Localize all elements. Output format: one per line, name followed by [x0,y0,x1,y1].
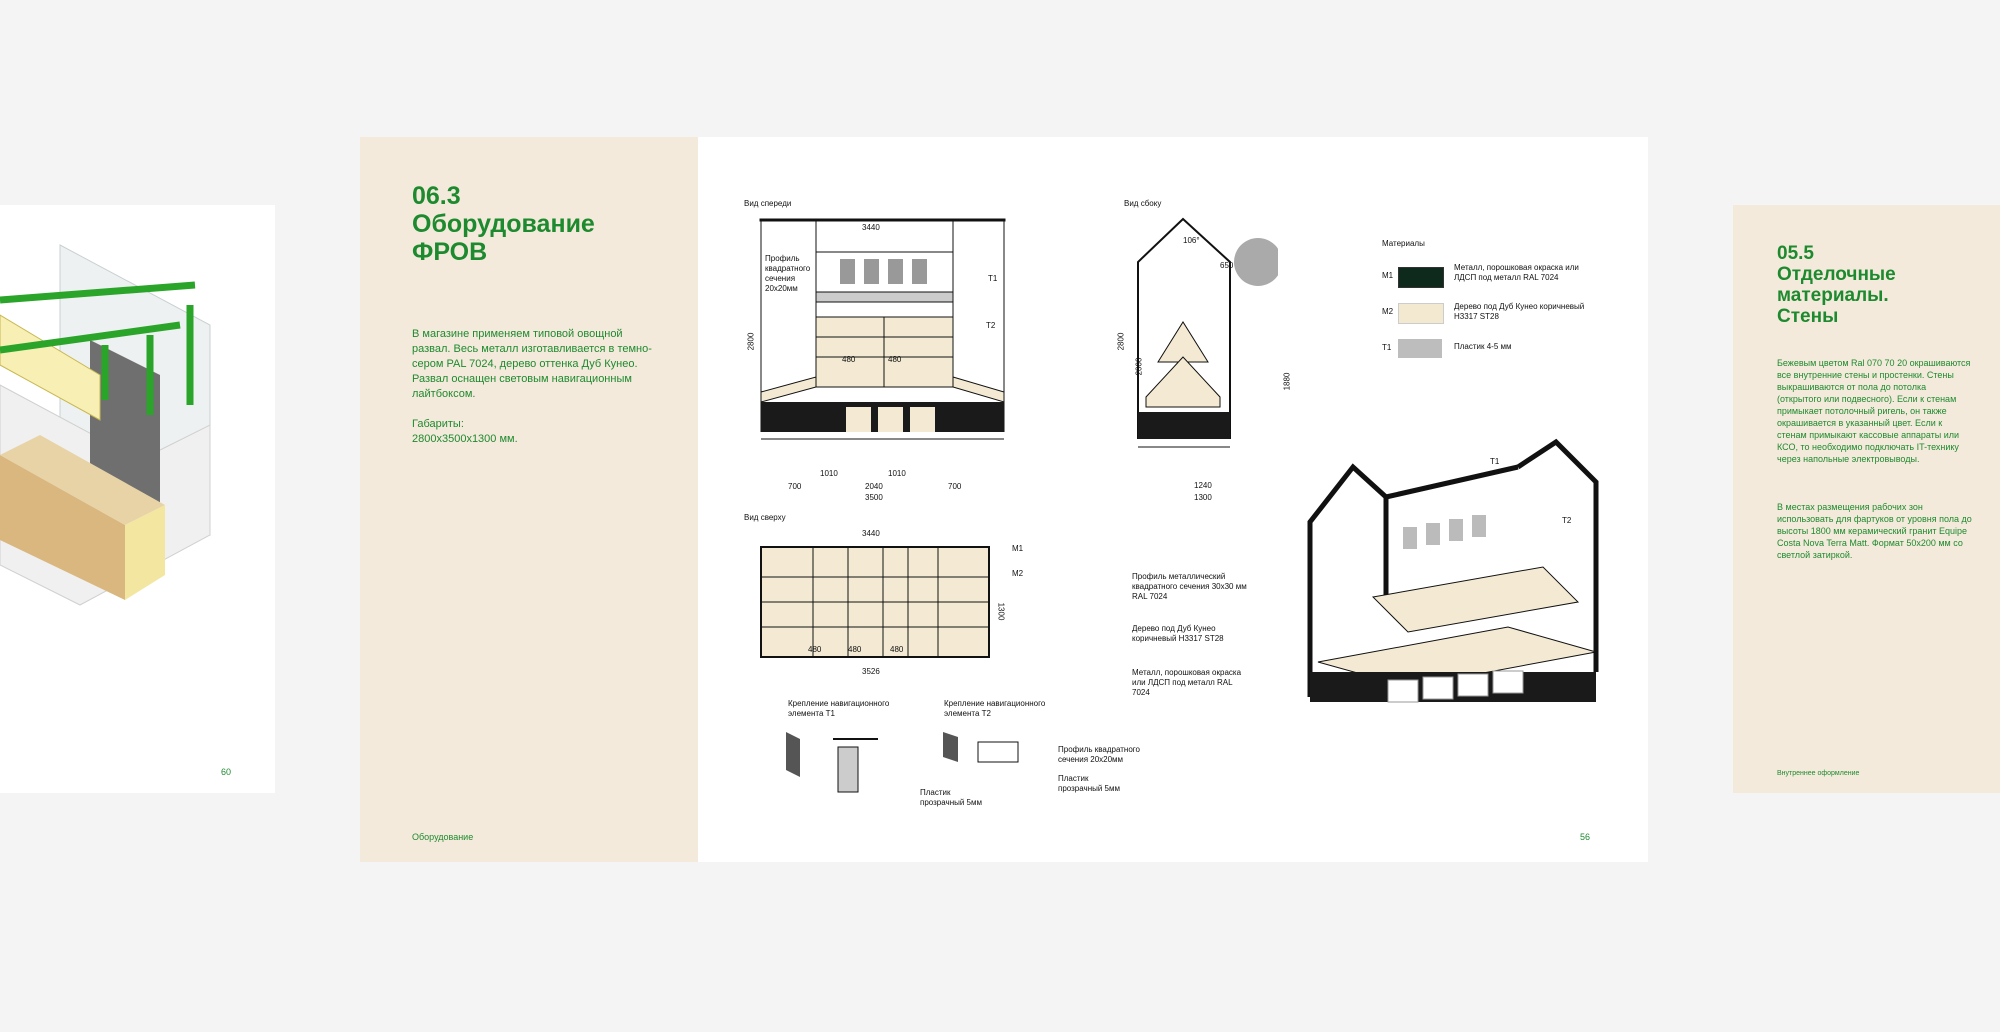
material-code-t1: T1 [1382,343,1392,352]
material-code-m2: M2 [1382,307,1394,316]
material-swatch-m2 [1398,303,1444,324]
side-dim-650: 650 [1220,261,1234,270]
dimensions-value: 2800x3500x1300 мм. [412,433,518,445]
top-view-label: Вид сверху [744,513,786,522]
front-dim-700a: 700 [788,482,802,491]
next-section-heading [1777,243,1977,327]
next-footer-label: Внутреннее оформление [1777,770,1860,777]
section-title-line1: Оборудование [412,210,595,238]
callout-metal: Металл, порошковая окраска или ЛДСП под металл RAL 7024 [1132,668,1242,697]
dimensions-label: Габариты: [412,418,464,430]
top-cell-dim-2: 480 [848,645,862,654]
material-swatch-m1 [1398,267,1444,288]
mount-t1-title: Крепление навигационного элемента T1 [788,699,890,718]
spread-right-panel [698,137,1648,862]
front-shelf-dim-2: 480 [888,355,902,364]
material-label-m1: Металл, порошковая окраска или ЛДСП под металл RAL 7024 [1454,263,1579,282]
side-dim-1240: 1240 [1194,481,1212,490]
section-number: 06.3 [412,182,461,210]
side-height-1880: 1880 [1282,372,1292,391]
side-angle-dim: 106° [1183,236,1200,245]
materials-title: Материалы [1382,239,1425,248]
next-title-line2: материалы. [1777,285,1889,306]
profile-note: Профиль квадратного сечения 20х20мм [765,254,811,293]
side-height-dim: 2800 [1116,332,1126,351]
front-dim-1010a: 1010 [820,469,838,478]
t1-label-3d: T1 [1490,457,1500,466]
mount-t2-title: Крепление навигационного элемента T2 [944,699,1046,718]
side-height-2000: 2000 [1134,357,1144,376]
previous-page [0,205,275,793]
front-width-dim: 3440 [862,223,880,232]
next-page [1733,205,2000,793]
section-description: В магазине применяем типовой овощной развал. Весь металл изготавливается в темно-сером PAL 7024, дерево оттенка Дуб Кунео. Развал оснащен световым навигационным лайтбоксом. [412,328,652,400]
next-paragraph-2: В местах размещения рабочих зон использовать для фартуков от уровня пола до высоты 1800 мм керамический гранит Equipe Costa Nova Terra Matt. Формат 50х200 мм со светлой затиркой. [1777,502,1972,560]
isometric-3d-drawing [1278,427,1618,717]
front-total-dim: 3500 [865,493,883,502]
front-view-drawing [728,207,1048,452]
top-cell-dim-3: 480 [890,645,904,654]
side-view-drawing [1128,207,1278,452]
page-number: 56 [1579,832,1590,842]
t1-label: T1 [988,274,998,283]
profile-note-t2: Профиль квадратного сечения 20х20мм [1058,745,1140,764]
spread-left-panel [360,137,698,862]
mount-t1-drawing [778,727,918,797]
top-cell-dim-1: 480 [808,645,822,654]
m1-marker: M1 [1012,544,1024,553]
page-number: 60 [220,767,231,777]
m2-marker: M2 [1012,569,1024,578]
side-dim-1300: 1300 [1194,493,1212,502]
material-label-m2: Дерево под Дуб Кунео коричневый H3317 ST28 [1454,302,1585,321]
plastic-note-t1: Пластик прозрачный 5мм [920,788,983,807]
mount-t2-drawing [938,727,1058,777]
t2-label-3d: T2 [1562,516,1572,525]
next-title-line3: Стены [1777,306,1839,327]
top-total-dim: 3526 [862,667,880,676]
isometric-render [0,205,275,793]
material-label-t1: Пластик 4-5 мм [1454,342,1512,351]
front-shelf-dim-1: 480 [842,355,856,364]
plastic-note-t2: Пластик прозрачный 5мм [1058,774,1121,793]
top-view-drawing [753,532,998,667]
next-title-line1: Отделочные [1777,264,1896,285]
material-code-m1: M1 [1382,271,1394,280]
top-depth-dim: 1300 [996,602,1006,621]
front-height-dim: 2800 [746,332,756,351]
front-dim-700b: 700 [948,482,962,491]
section-heading [412,182,672,266]
material-swatch-t1 [1398,339,1442,358]
front-dim-1010b: 1010 [888,469,906,478]
side-view-label: Вид сбоку [1124,199,1162,208]
front-view-label: Вид спереди [744,199,792,208]
callout-profile: Профиль металлический квадратного сечения 30х30 мм RAL 7024 [1132,572,1247,601]
footer-section-label: Оборудование [412,832,474,842]
t2-label: T2 [986,321,996,330]
section-title-line2: ФРОВ [412,238,488,266]
next-section-number: 05.5 [1777,243,1814,264]
top-width-dim: 3440 [862,529,880,538]
next-paragraph-1: Бежевым цветом Ral 070 70 20 окрашиваются все внутренние стены и простенки. Стены выкрашиваются от пола до потолка (открытого или подвесного). Если к стенам примыкает потолочный ригель, он также окрашивается в указанный цвет. Если к стенам примыкают кассовые аппараты или КСО, то необходимо подключать IT-технику через напольные электровыводы. [1777,358,1971,464]
front-dim-2040: 2040 [865,482,883,491]
callout-wood: Дерево под Дуб Кунео коричневый H3317 ST28 [1132,624,1224,643]
